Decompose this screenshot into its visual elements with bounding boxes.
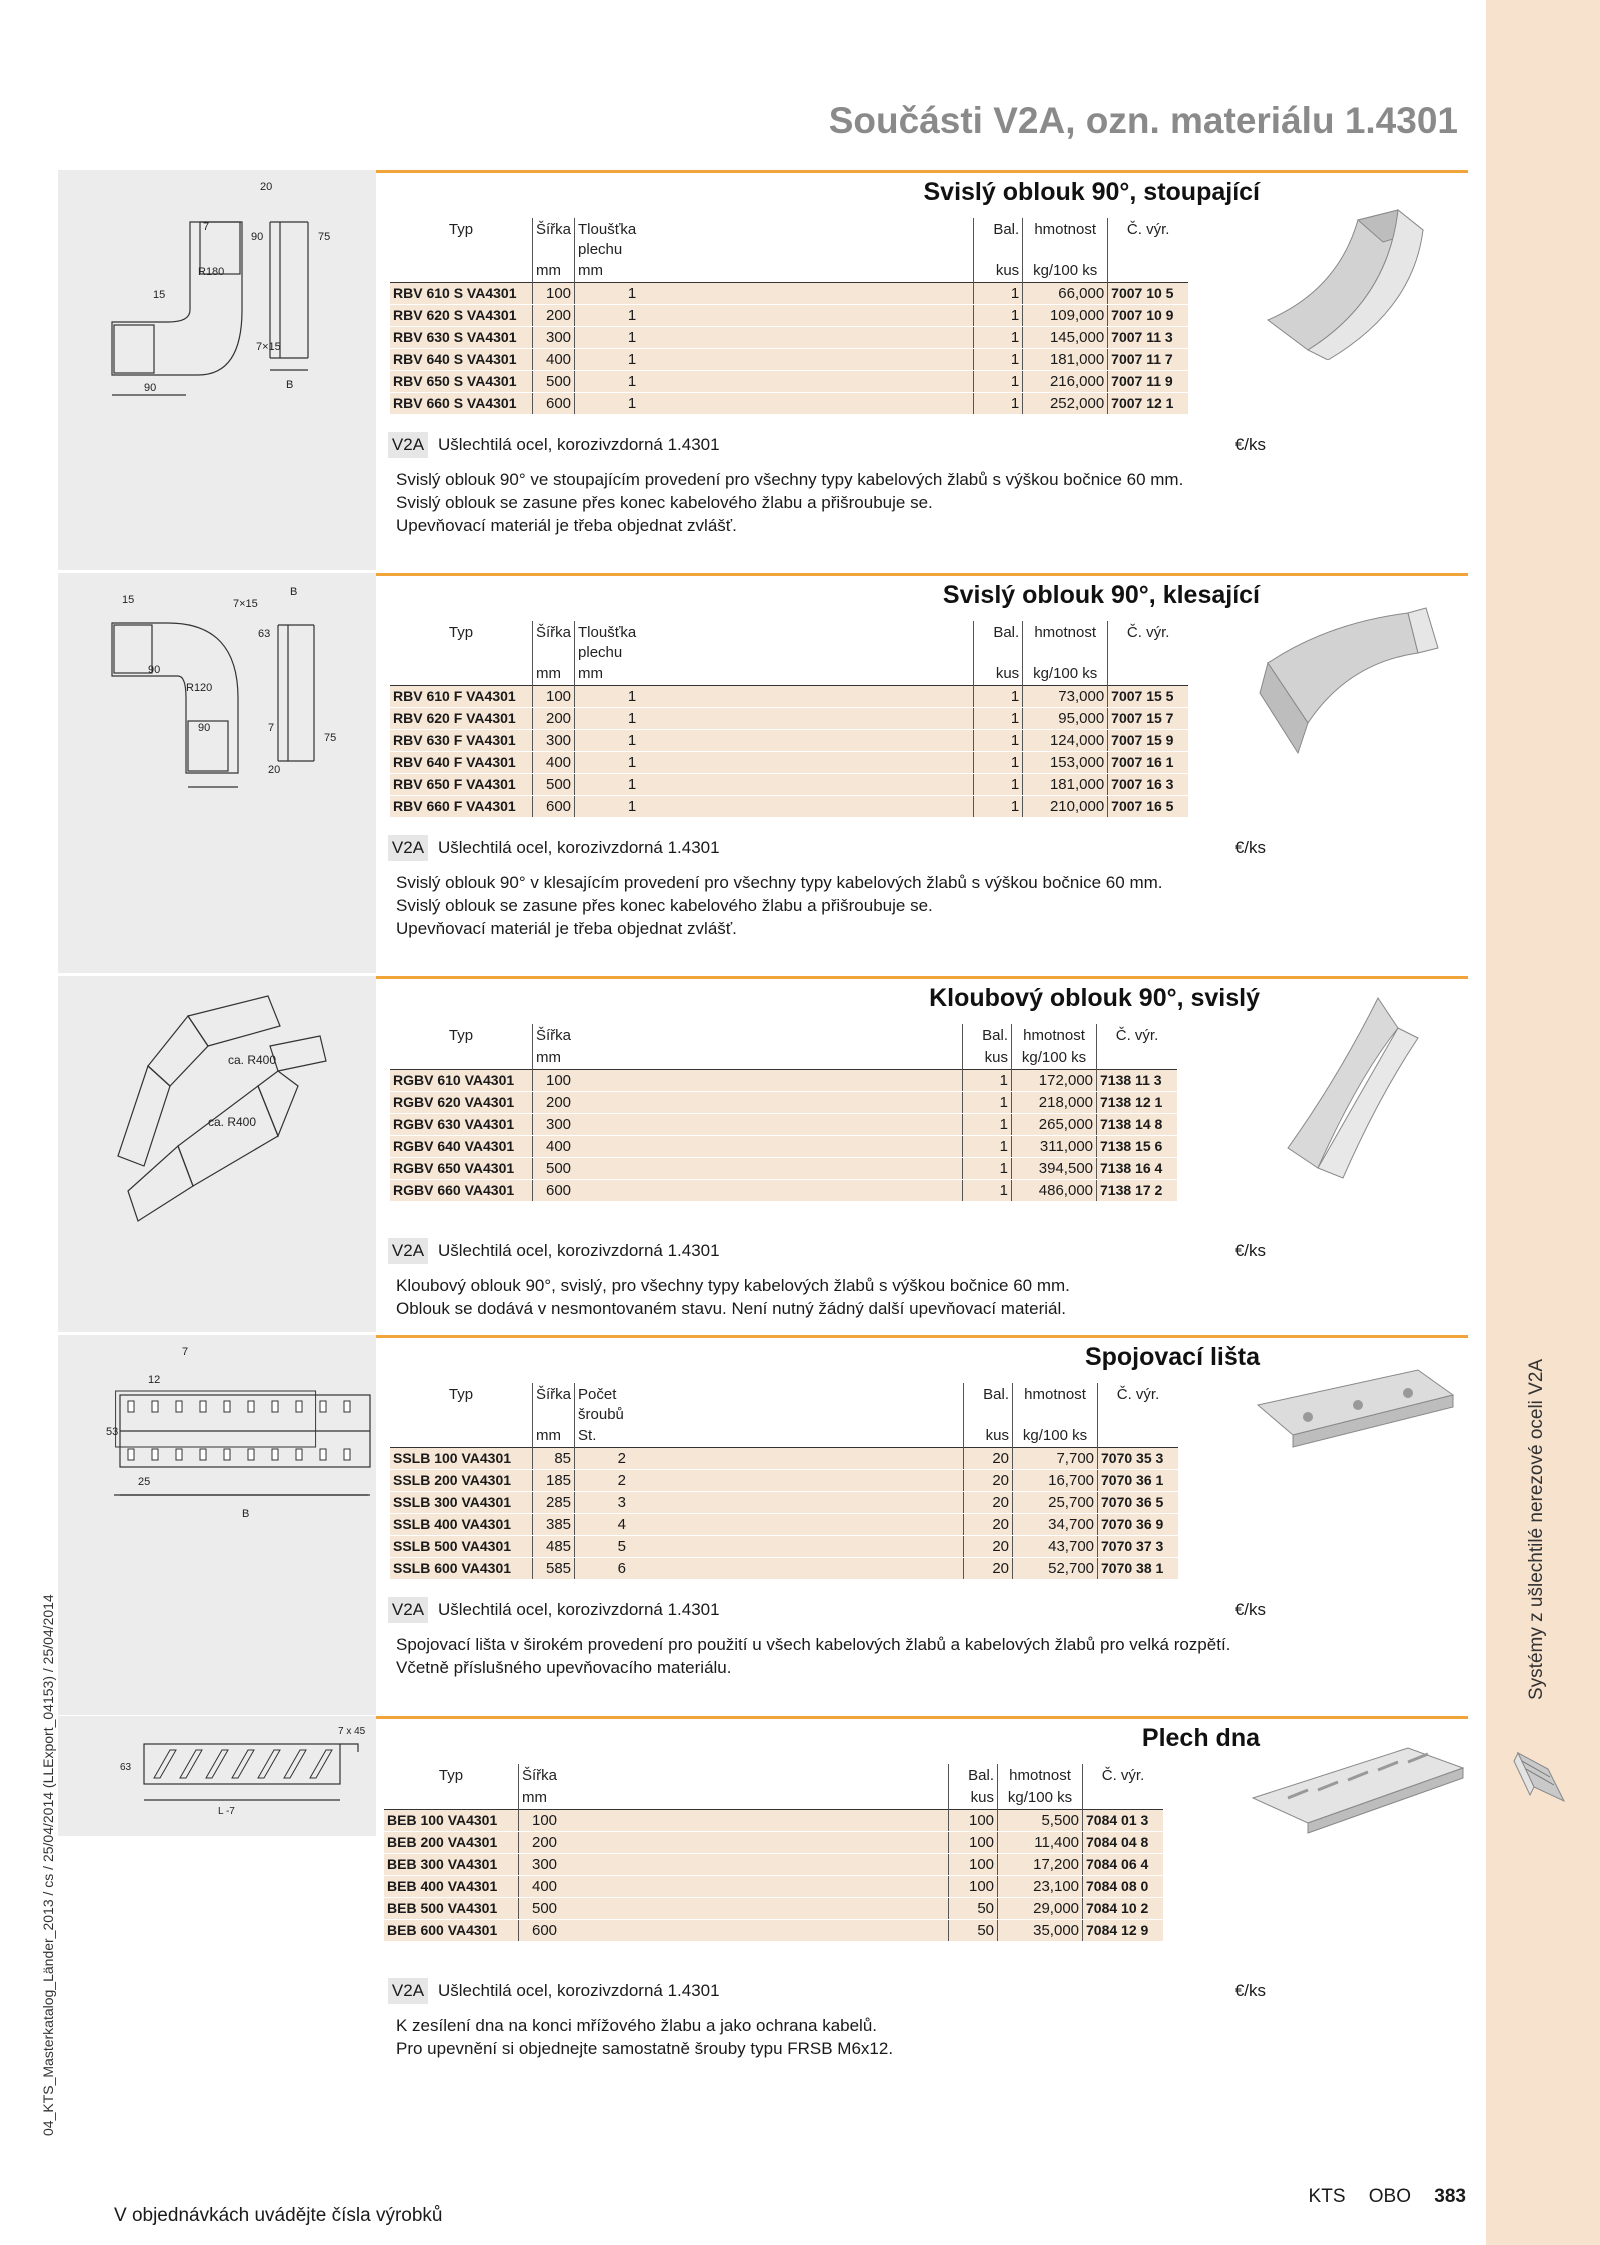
table-row: RBV 650 F VA4301 500 1 1 181,000 7007 16 3 — [390, 774, 1188, 796]
drawing-label: R120 — [186, 682, 213, 694]
drawing-label: 90 — [251, 231, 264, 243]
drawing-label: 20 — [260, 181, 273, 193]
table-row: SSLB 500 VA4301 485 5 20 43,700 7070 37 3 — [390, 1536, 1178, 1558]
material-text: Ušlechtilá ocel, korozivzdorná 1.4301 — [438, 435, 720, 454]
technical-drawing — [58, 976, 376, 1332]
side-thumbnail-image — [1510, 1745, 1570, 1815]
drawing-label: 90 — [148, 664, 161, 676]
side-label: Systémy z ušlechtilé nerezové oceli V2A — [1526, 1358, 1547, 1700]
description: Svislý oblouk 90° v klesajícím provedení pro všechny typy kabelových žlabů s výškou bočnice 60 mm. Svislý oblouk se zasune přes konec kabelového žlabu a přišroubuje se. Upevňovací materiál je třeba objednat zvlášť. — [396, 873, 1163, 938]
product-photo — [1248, 190, 1458, 360]
material-line: V2A Ušlechtilá ocel, korozivzdorná 1.4301 €/ks — [388, 1597, 1266, 1623]
section-title: Plech dna — [1141, 1724, 1260, 1752]
section-title: Svislý oblouk 90°, klesající — [942, 581, 1260, 609]
drawing-label: 53 — [106, 1426, 119, 1438]
drawing-label: R180 — [198, 266, 225, 278]
table-row: RGBV 630 VA4301 300 1 265,000 7138 14 8 — [390, 1114, 1177, 1136]
product-table: Typ Šířka Bal. hmotnost Č. výr. mm kus kg/100 ks BEB 100 VA4301 100 100 5,500 7084 01 3 BEB 200 VA4301 200 100 11,400 7084 04 8 BEB 300 VA4301 300 100 17,200 7084 06 4 BEB 400 VA4301 400 100 23,100 7084 08 0 BEB 500 VA4301 500 50 29,000 7084 10 2 BEB 600 VA4301 600 50 35,000 7084 12 9 — [384, 1764, 1163, 1942]
table-row: BEB 600 VA4301 600 50 35,000 7084 12 9 — [384, 1920, 1163, 1942]
table-row: BEB 500 VA4301 500 50 29,000 7084 10 2 — [384, 1898, 1163, 1920]
section-rgbv — [58, 976, 1468, 1332]
drawing-label: ca. R400 — [228, 1053, 277, 1067]
section-sslb — [58, 1335, 1468, 1715]
table-row: RBV 630 S VA4301 300 1 1 145,000 7007 11 3 — [390, 327, 1188, 349]
side-band — [1486, 0, 1600, 2245]
table-row: RGBV 640 VA4301 400 1 311,000 7138 15 6 — [390, 1136, 1177, 1158]
technical-drawing — [58, 1335, 376, 1715]
table-row: SSLB 400 VA4301 385 4 20 34,700 7070 36 9 — [390, 1514, 1178, 1536]
drawing-label: 7 — [268, 722, 275, 734]
table-row: RBV 620 F VA4301 200 1 1 95,000 7007 15 7 — [390, 708, 1188, 730]
table-row: RBV 650 S VA4301 500 1 1 216,000 7007 11 9 — [390, 371, 1188, 393]
table-row: RBV 660 S VA4301 600 1 1 252,000 7007 12 1 — [390, 393, 1188, 415]
table-row: RGBV 660 VA4301 600 1 486,000 7138 17 2 — [390, 1180, 1177, 1202]
table-row: RBV 610 S VA4301 100 1 1 66,000 7007 10 5 — [390, 283, 1188, 305]
footer-brand-kts: KTS — [1308, 2186, 1346, 2207]
header-typ: Typ — [448, 221, 474, 238]
product-table: Typ Šířka Počet šroubů Bal. hmotnost Č. výr. mm St. kus kg/100 ks SSLB 100 VA4301 85 2 20 7,700 7070 35 3 SSLB 200 VA4301 185 2 20 16,700 7070 36 1 SSLB 300 VA4301 285 3 20 25,700 7070 36 5 SSLB 400 VA4301 385 4 20 34,700 7070 36 9 SSLB 500 VA4301 485 5 20 43,700 7070 37 3 SSLB 600 VA4301 585 6 20 52,700 7070 38 1 — [390, 1383, 1178, 1580]
technical-drawing — [58, 573, 376, 973]
drawing-label: 25 — [138, 1476, 151, 1488]
table-row: RBV 620 S VA4301 200 1 1 109,000 7007 10 9 — [390, 305, 1188, 327]
vertical-metadata: 04_KTS_Masterkatalog_Länder_2013 / cs / 25/04/2014 (LLExport_04153) / 25/04/2014 — [40, 1594, 56, 2136]
table-row: RBV 610 F VA4301 100 1 1 73,000 7007 15 5 — [390, 686, 1188, 708]
description: Spojovací lišta v širokém provedení pro použití u všech kabelových žlabů a kabelových žlabů pro velká rozpětí. Včetně příslušného upevňovacího materiálu. — [396, 1635, 1231, 1677]
table-row: RGBV 610 VA4301 100 1 172,000 7138 11 3 — [390, 1070, 1177, 1092]
description: Svislý oblouk 90° ve stoupajícím provedení pro všechny typy kabelových žlabů s výškou bočnice 60 mm. Svislý oblouk se zasune přes konec kabelového žlabu a přišroubuje se. Upevňovací materiál je třeba objednat zvlášť. — [396, 470, 1184, 535]
header-weight: hmotnost — [1023, 218, 1108, 260]
drawing-label: 12 — [148, 1374, 161, 1386]
technical-drawing — [58, 1716, 376, 1836]
drawing-label: 20 — [268, 764, 281, 776]
table-row: BEB 300 VA4301 300 100 17,200 7084 06 4 — [384, 1854, 1163, 1876]
footer-brand — [1291, 2186, 1466, 2208]
table-row: SSLB 300 VA4301 285 3 20 25,700 7070 36 5 — [390, 1492, 1178, 1514]
product-table: Typ Šířka Tloušťka plechu Bal. hmotnost Č. výr. mm mm kus kg/100 ks RBV 610 F VA4301 100 1 1 73,000 7007 15 5 RBV 620 F VA4301 200 1 1 95,000 7007 15 7 RBV 630 F VA4301 300 1 1 124,000 7007 15 9 RBV 640 F VA4301 400 1 1 153,000 7007 16 1 RBV 650 F VA4301 500 1 1 181,000 7007 16 3 RBV 660 F VA4301 600 1 1 210,000 7007 16 5 — [390, 621, 1188, 818]
header-article: Č. výr. — [1108, 218, 1189, 260]
section-title: Svislý oblouk 90°, stoupající — [923, 178, 1260, 206]
drawing-label: 63 — [120, 1762, 132, 1773]
unit-weight: kg/100 ks — [1023, 260, 1108, 283]
table-row: SSLB 100 VA4301 85 2 20 7,700 7070 35 3 — [390, 1448, 1178, 1470]
unit-thickness: mm — [575, 260, 640, 283]
page-number: 383 — [1434, 2186, 1466, 2207]
material-code: V2A — [388, 432, 428, 458]
price-unit: €/ks — [1234, 435, 1266, 454]
drawing-label: B — [286, 379, 294, 391]
material-line — [388, 432, 1266, 458]
drawing-label: 7×15 — [233, 598, 258, 610]
product-table: Typ Šířka Bal. hmotnost Č. výr. mm kus kg/100 ks RGBV 610 VA4301 100 1 172,000 7138 11 3 RGBV 620 VA4301 200 1 218,000 7138 12 1 RGBV 630 VA4301 300 1 265,000 7138 14 8 RGBV 640 VA4301 400 1 311,000 7138 15 6 RGBV 650 VA4301 500 1 394,500 7138 16 4 RGBV 660 VA4301 600 1 486,000 7138 17 2 — [390, 1024, 1177, 1202]
product-photo — [1248, 1738, 1468, 1848]
drawing-label: 90 — [198, 722, 211, 734]
table-row: SSLB 200 VA4301 185 2 20 16,700 7070 36 1 — [390, 1470, 1178, 1492]
product-photo — [1248, 593, 1458, 763]
table-row: BEB 200 VA4301 200 100 11,400 7084 04 8 — [384, 1832, 1163, 1854]
footer-note: V objednávkách uvádějte čísla výrobků — [114, 2205, 443, 2226]
table-row: RBV 660 F VA4301 600 1 1 210,000 7007 16 5 — [390, 796, 1188, 818]
unit-width: mm — [533, 260, 575, 283]
unit-pack: kus — [974, 260, 1023, 283]
material-line: V2A Ušlechtilá ocel, korozivzdorná 1.4301 €/ks — [388, 835, 1266, 861]
drawing-label: ca. R400 — [208, 1115, 257, 1129]
header-thickness: Tloušťka plechu — [575, 218, 640, 260]
drawing-label: 7 — [203, 221, 210, 233]
table-row: RBV 640 S VA4301 400 1 1 181,000 7007 11 7 — [390, 349, 1188, 371]
drawing-label: 15 — [122, 594, 135, 606]
section-title: Kloubový oblouk 90°, svislý — [929, 984, 1260, 1012]
table-row: RGBV 620 VA4301 200 1 218,000 7138 12 1 — [390, 1092, 1177, 1114]
drawing-label: 75 — [324, 732, 337, 744]
drawing-label: B — [242, 1508, 250, 1520]
description: Kloubový oblouk 90°, svislý, pro všechny typy kabelových žlabů s výškou bočnice 60 mm. Oblouk se dodává v nesmontovaném stavu. Není nutný žádný další upevňovací materiál. — [396, 1276, 1070, 1318]
header-pack: Bal. — [974, 218, 1023, 260]
drawing-label: 15 — [153, 289, 166, 301]
table-row: RBV 630 F VA4301 300 1 1 124,000 7007 15 9 — [390, 730, 1188, 752]
material-line: V2A Ušlechtilá ocel, korozivzdorná 1.4301 €/ks — [388, 1978, 1266, 2004]
drawing-label: 7 x 45 — [338, 1726, 366, 1737]
material-line: V2A Ušlechtilá ocel, korozivzdorná 1.4301 €/ks — [388, 1238, 1266, 1264]
drawing-label: 7×15 — [256, 341, 281, 353]
page-title: Součásti V2A, ozn. materiálu 1.4301 — [828, 100, 1458, 141]
section-rbv-f — [58, 573, 1468, 973]
drawing-label: 90 — [144, 382, 157, 394]
table-row: RGBV 650 VA4301 500 1 394,500 7138 16 4 — [390, 1158, 1177, 1180]
drawing-label: B — [290, 586, 298, 598]
drawing-label: 75 — [318, 231, 331, 243]
table-row: SSLB 600 VA4301 585 6 20 52,700 7070 38 1 — [390, 1558, 1178, 1580]
section-beb — [58, 1716, 1468, 2096]
drawing-label: 63 — [258, 628, 271, 640]
product-photo — [1248, 1355, 1468, 1465]
product-photo — [1248, 988, 1458, 1188]
technical-drawing — [58, 170, 376, 570]
product-table — [390, 218, 1188, 415]
drawing-label: 7 — [182, 1346, 189, 1358]
header-width: Šířka — [533, 218, 575, 260]
description: K zesílení dna na konci mřížového žlabu a jako ochrana kabelů. Pro upevnění si objednejte samostatně šrouby typu FRSB M6x12. — [396, 2016, 894, 2058]
table-row: BEB 400 VA4301 400 100 23,100 7084 08 0 — [384, 1876, 1163, 1898]
section-title: Spojovací lišta — [1084, 1343, 1260, 1371]
drawing-label: L -7 — [218, 1806, 235, 1817]
section-rbv-s — [58, 170, 1468, 570]
footer-brand-obo: OBO — [1368, 2186, 1412, 2207]
table-row: BEB 100 VA4301 100 100 5,500 7084 01 3 — [384, 1810, 1163, 1832]
table-row: RBV 640 F VA4301 400 1 1 153,000 7007 16 1 — [390, 752, 1188, 774]
